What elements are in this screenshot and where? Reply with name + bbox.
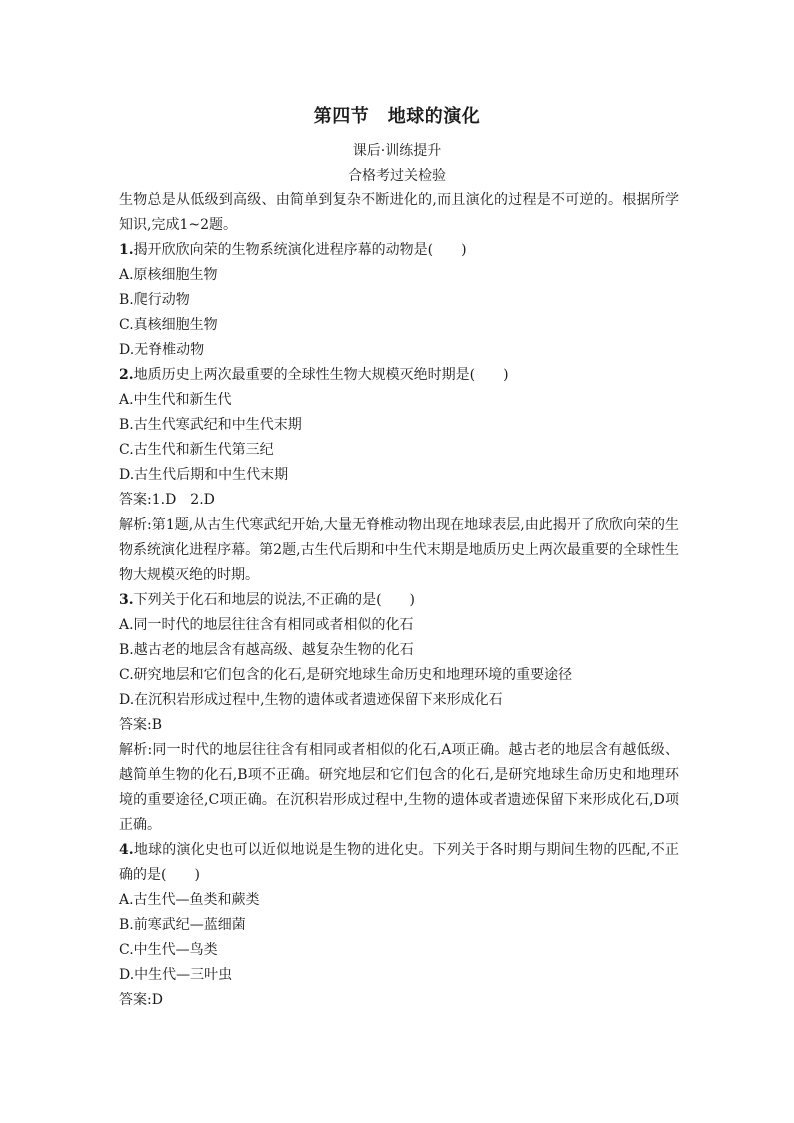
question-2-option-a: A.中生代和新生代 bbox=[119, 392, 232, 408]
question-4-stem bbox=[119, 838, 679, 888]
intro-text: 生物总是从低级到高级、由简单到复杂不断进化的,而且演化的过程是不可逆的。根据所学知识,完成1~2题。 bbox=[119, 192, 679, 233]
question-text: 揭开欣欣向荣的生物系统演化进程序幕的动物是( ) bbox=[133, 242, 467, 258]
section-subtitle: 课后·训练提升 bbox=[352, 143, 442, 159]
question-1-option-a: A.原核细胞生物 bbox=[119, 267, 218, 283]
question-3-option-d: D.在沉积岩形成过程中,生物的遗体或者遗迹保留下来形成化石 bbox=[119, 692, 503, 708]
question-2-option-b: B.古生代寒武纪和中生代末期 bbox=[119, 417, 302, 433]
question-3-stem bbox=[119, 588, 679, 613]
answer-3: 答案:B bbox=[119, 717, 163, 733]
question-3-option-c: C.研究地层和它们包含的化石,是研究地球生命历史和地理环境的重要途径 bbox=[119, 667, 573, 683]
analysis-1-2: 解析:第1题,从古生代寒武纪开始,大量无脊椎动物出现在地球表层,由此揭开了欣欣向荣的生物系统演化进程序幕。第2题,古生代后期和中生代末期是地质历史上两次最重要的全球性生物大规模灭绝的时期。 bbox=[119, 517, 679, 583]
question-1-option-c: C.真核细胞生物 bbox=[119, 317, 218, 333]
question-number: 3. bbox=[119, 592, 134, 608]
question-text: 地质历史上两次最重要的全球性生物大规模灭绝时期是( ) bbox=[133, 367, 509, 383]
question-text: 地球的演化史也可以近似地说是生物的进化史。下列关于各时期与期间生物的匹配,不正确的是( ) bbox=[119, 842, 679, 883]
question-1-option-d: D.无脊椎动物 bbox=[119, 342, 205, 358]
question-2-stem bbox=[119, 363, 679, 388]
question-text: 下列关于化石和地层的说法,不正确的是( ) bbox=[133, 592, 415, 608]
question-4-option-a: A.古生代—鱼类和蕨类 bbox=[119, 892, 260, 908]
question-1-stem bbox=[119, 238, 679, 263]
question-2-option-c: C.古生代和新生代第三纪 bbox=[119, 442, 274, 458]
answer-4: 答案:D bbox=[119, 992, 163, 1008]
section-subtitle-level: 合格考过关检验 bbox=[348, 168, 446, 184]
question-4-option-c: C.中生代—鸟类 bbox=[119, 942, 218, 958]
answer-1-2: 答案:1.D 2.D bbox=[119, 492, 215, 508]
question-number: 4. bbox=[119, 842, 134, 858]
document-body bbox=[119, 188, 679, 1013]
question-3-option-b: B.越古老的地层含有越高级、越复杂生物的化石 bbox=[119, 642, 414, 658]
question-number: 1. bbox=[119, 242, 134, 258]
question-4-option-b: B.前寒武纪—蓝细菌 bbox=[119, 917, 246, 933]
question-1-option-b: B.爬行动物 bbox=[119, 292, 190, 308]
question-number: 2. bbox=[119, 367, 134, 383]
question-2-option-d: D.古生代后期和中生代末期 bbox=[119, 467, 289, 483]
question-3-option-a: A.同一时代的地层往往含有相同或者相似的化石 bbox=[119, 617, 414, 633]
page-title: 第四节 地球的演化 bbox=[313, 106, 481, 127]
question-4-option-d: D.中生代—三叶虫 bbox=[119, 967, 233, 983]
analysis-3: 解析:同一时代的地层往往含有相同或者相似的化石,A项正确。越古老的地层含有越低级、越简单生物的化石,B项不正确。研究地层和它们包含的化石,是研究地球生命历史和地理环境的重要途径,C项正确。在沉积岩形成过程中,生物的遗体或者遗迹保留下来形成化石,D项正确。 bbox=[119, 742, 679, 833]
